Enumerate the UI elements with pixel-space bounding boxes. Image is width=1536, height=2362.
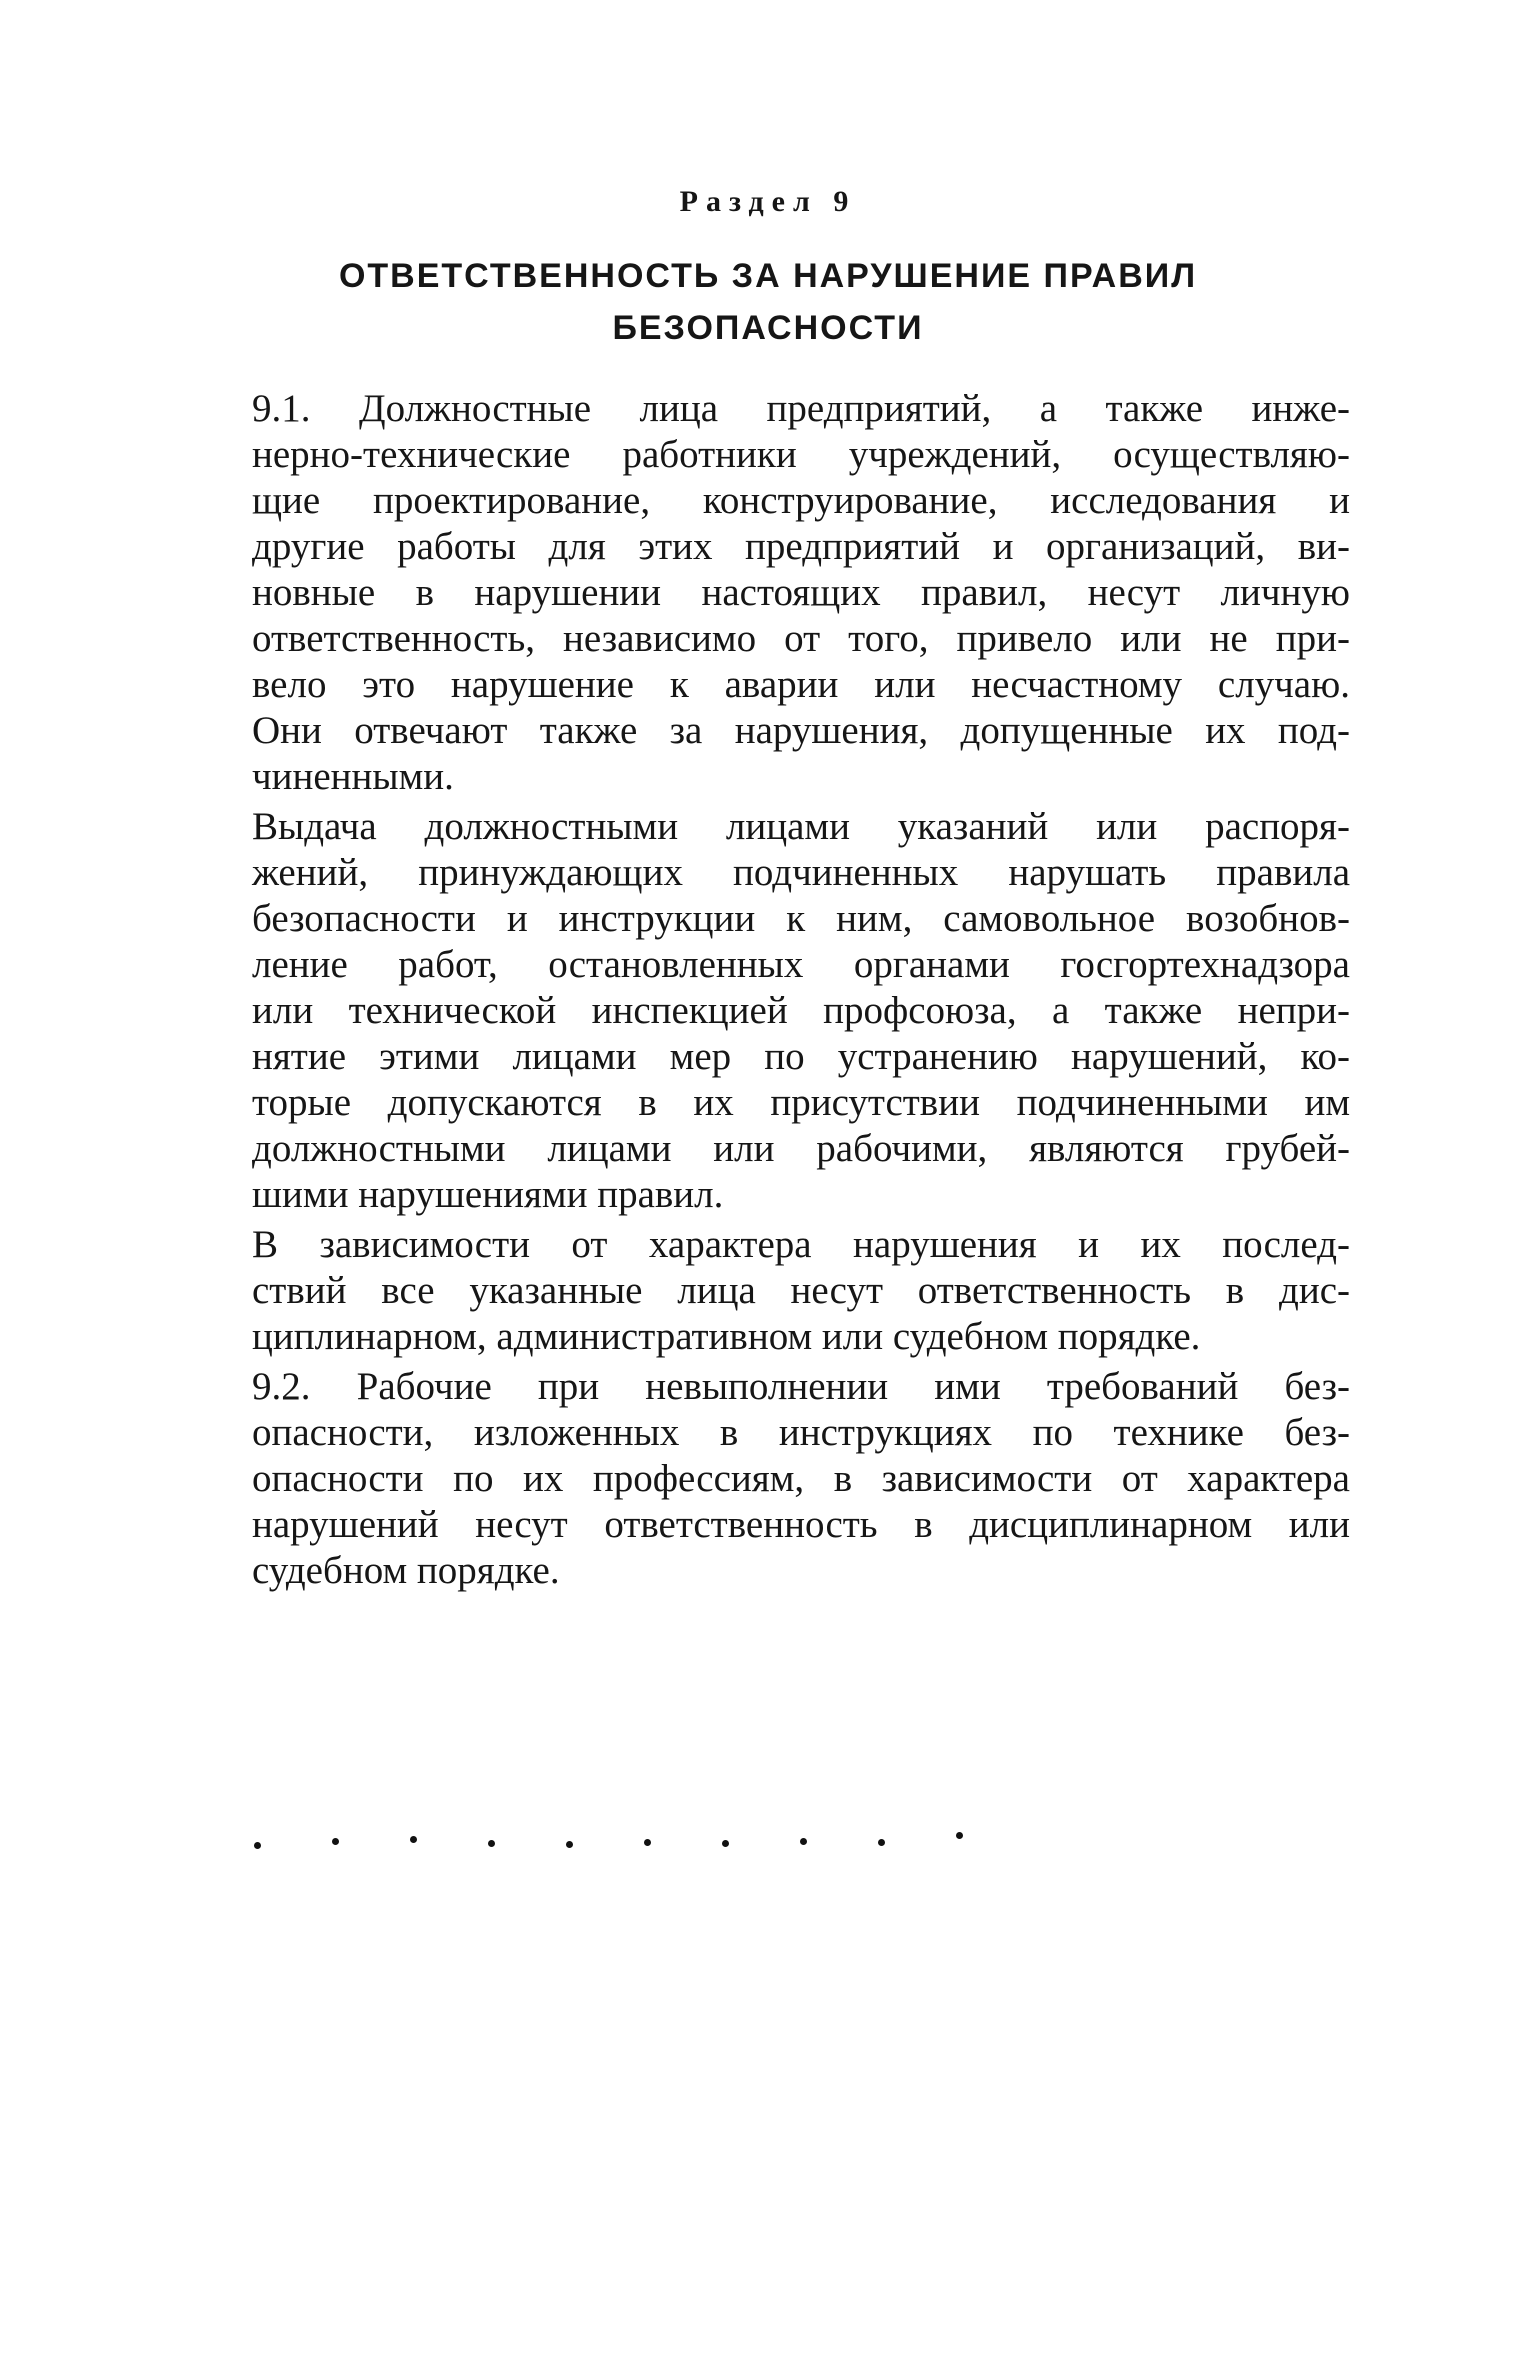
ornament-dot xyxy=(566,1841,573,1848)
paragraph-orders xyxy=(184,804,1350,1218)
text-line: опасности по их профессиям, в зависимости от характера xyxy=(252,1457,1350,1500)
text-line: судебном порядке. xyxy=(252,1549,560,1592)
ornament-dot xyxy=(410,1836,417,1843)
text-line: должностными лицами или рабочими, являются грубей- xyxy=(252,1127,1350,1170)
ornament-dot xyxy=(722,1840,729,1847)
text-line: безопасности и инструкции к ним, самовольное возобнов- xyxy=(252,897,1350,940)
text-line: нарушений несут ответственность в дисциплинарном или xyxy=(252,1503,1350,1546)
text-line: вело это нарушение к аварии или несчастному случаю. xyxy=(252,663,1350,706)
section-title-line-1: ОТВЕТСТВЕННОСТЬ ЗА НАРУШЕНИЕ ПРАВИЛ xyxy=(338,257,1198,295)
text-line: нерно-технические работники учреждений, осуществляю- xyxy=(252,433,1350,476)
text-line: новные в нарушении настоящих правил, несут личную xyxy=(252,571,1350,614)
text-line: другие работы для этих предприятий и организаций, ви- xyxy=(252,525,1350,568)
text-line: ление работ, остановленных органами госгортехнадзора xyxy=(252,943,1350,986)
text-line: чиненными. xyxy=(252,755,454,798)
text-line: Выдача должностными лицами указаний или распоря- xyxy=(252,805,1350,848)
text-line: шими нарушениями правил. xyxy=(252,1173,724,1216)
text-line: ответственность, независимо от того, привело или не при- xyxy=(252,617,1350,660)
text-line: циплинарном, административном или судебном порядке. xyxy=(252,1315,1201,1358)
ornament-dot xyxy=(488,1840,495,1847)
decorative-dot-row xyxy=(254,1828,974,1858)
paragraph-consequences xyxy=(184,1222,1350,1360)
section-label: Раздел 9 xyxy=(679,185,857,218)
text-line: опасности, изложенных в инструкциях по технике без- xyxy=(252,1411,1350,1454)
text-line: В зависимости от характера нарушения и их послед- xyxy=(252,1223,1350,1266)
ornament-dot xyxy=(956,1832,963,1839)
text-line: 9.2. Рабочие при невыполнении ими требований без- xyxy=(252,1365,1350,1408)
ornament-dot xyxy=(254,1842,261,1849)
section-title-line-2: БЕЗОПАСНОСТИ xyxy=(612,309,924,347)
paragraph-9-2 xyxy=(184,1364,1350,1594)
ornament-dot xyxy=(800,1838,807,1845)
text-line: Они отвечают также за нарушения, допущенные их под- xyxy=(252,709,1350,752)
text-line: или технической инспекцией профсоюза, а также непри- xyxy=(252,989,1350,1032)
text-line: 9.1. Должностные лица предприятий, а также инже- xyxy=(252,387,1350,430)
ornament-dot xyxy=(878,1839,885,1846)
text-line: щие проектирование, конструирование, исследования и xyxy=(252,479,1350,522)
body-text xyxy=(184,386,1350,1598)
text-line: жений, принуждающих подчиненных нарушать правила xyxy=(252,851,1350,894)
section-title xyxy=(0,250,1536,354)
text-line: ствий все указанные лица несут ответственность в дис- xyxy=(252,1269,1350,1312)
text-line: торые допускаются в их присутствии подчиненными им xyxy=(252,1081,1350,1124)
ornament-dot xyxy=(332,1838,339,1845)
paragraph-9-1 xyxy=(184,386,1350,800)
ornament-dot xyxy=(644,1839,651,1846)
text-line: нятие этими лицами мер по устранению нарушений, ко- xyxy=(252,1035,1350,1078)
